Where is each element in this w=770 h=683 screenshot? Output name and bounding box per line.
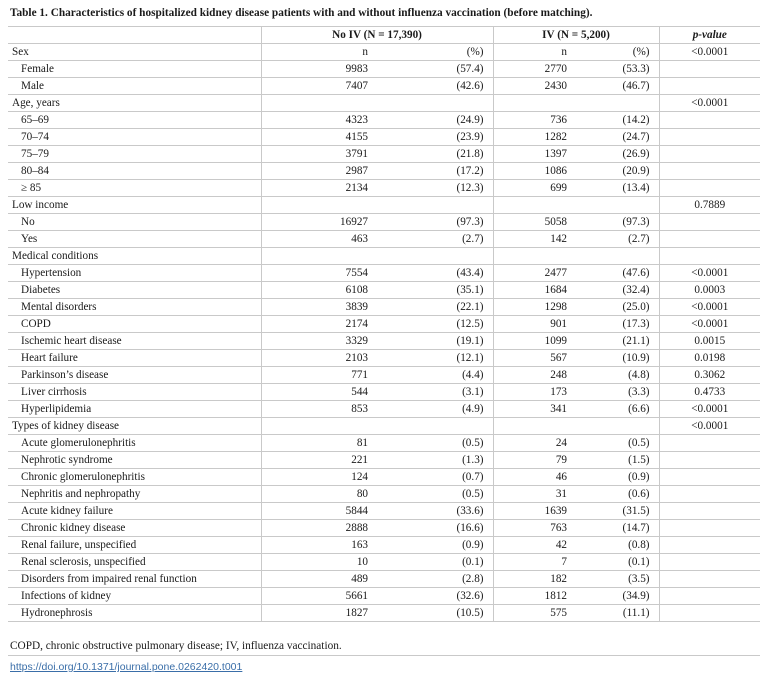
no-iv-count: 163 xyxy=(261,537,377,554)
row-label: Nephritis and nephropathy xyxy=(8,486,261,503)
p-value xyxy=(659,146,760,163)
no-iv-percent: (22.1) xyxy=(377,299,493,316)
no-iv-count: 16927 xyxy=(261,214,377,231)
row-label: 65–69 xyxy=(8,112,261,129)
header-p-value: p-value xyxy=(659,27,760,44)
table-row xyxy=(8,435,760,452)
no-iv-percent: (24.9) xyxy=(377,112,493,129)
row-label: Sex xyxy=(8,44,261,61)
no-iv-percent: (12.1) xyxy=(377,350,493,367)
iv-count: 1684 xyxy=(493,282,576,299)
iv-percent: (20.9) xyxy=(576,163,659,180)
no-iv-percent: (2.7) xyxy=(377,231,493,248)
table-body xyxy=(8,44,760,622)
iv-count: 5058 xyxy=(493,214,576,231)
no-iv-count: 489 xyxy=(261,571,377,588)
row-label: 70–74 xyxy=(8,129,261,146)
no-iv-count: 544 xyxy=(261,384,377,401)
no-iv-count: 124 xyxy=(261,469,377,486)
no-iv-percent: (12.3) xyxy=(377,180,493,197)
table-row xyxy=(8,282,760,299)
no-iv-percent xyxy=(377,418,493,435)
iv-count: 901 xyxy=(493,316,576,333)
no-iv-count: 463 xyxy=(261,231,377,248)
row-label: ≥ 85 xyxy=(8,180,261,197)
table-row xyxy=(8,78,760,95)
p-value: 0.4733 xyxy=(659,384,760,401)
iv-count xyxy=(493,418,576,435)
no-iv-percent: (1.3) xyxy=(377,452,493,469)
no-iv-count: 5661 xyxy=(261,588,377,605)
p-value xyxy=(659,163,760,180)
no-iv-count: 221 xyxy=(261,452,377,469)
p-value xyxy=(659,469,760,486)
p-value xyxy=(659,435,760,452)
table-row xyxy=(8,61,760,78)
row-label: Parkinson’s disease xyxy=(8,367,261,384)
no-iv-count: 2174 xyxy=(261,316,377,333)
table-row xyxy=(8,44,760,61)
p-value xyxy=(659,78,760,95)
table-row xyxy=(8,146,760,163)
p-value: <0.0001 xyxy=(659,95,760,112)
table-row xyxy=(8,588,760,605)
no-iv-count: 2987 xyxy=(261,163,377,180)
iv-count: 42 xyxy=(493,537,576,554)
header-iv: IV (N = 5,200) xyxy=(493,27,659,44)
row-label: Renal sclerosis, unspecified xyxy=(8,554,261,571)
table-row xyxy=(8,486,760,503)
row-label: Mental disorders xyxy=(8,299,261,316)
p-value xyxy=(659,129,760,146)
iv-percent: (0.5) xyxy=(576,435,659,452)
row-label: Chronic glomerulonephritis xyxy=(8,469,261,486)
iv-percent: (10.9) xyxy=(576,350,659,367)
no-iv-count: 3839 xyxy=(261,299,377,316)
no-iv-count: 6108 xyxy=(261,282,377,299)
no-iv-percent: (12.5) xyxy=(377,316,493,333)
table-row xyxy=(8,214,760,231)
p-value xyxy=(659,571,760,588)
iv-percent: (34.9) xyxy=(576,588,659,605)
iv-count: 2430 xyxy=(493,78,576,95)
no-iv-count: 853 xyxy=(261,401,377,418)
p-value: <0.0001 xyxy=(659,316,760,333)
p-value: <0.0001 xyxy=(659,44,760,61)
table-row xyxy=(8,384,760,401)
table-caption: Table 1. Characteristics of hospitalized kidney disease patients with and without influenza vaccination (before matching). xyxy=(10,7,593,19)
iv-count: 46 xyxy=(493,469,576,486)
no-iv-percent: (0.1) xyxy=(377,554,493,571)
table-row xyxy=(8,401,760,418)
p-value xyxy=(659,588,760,605)
no-iv-percent: (16.6) xyxy=(377,520,493,537)
iv-percent: (53.3) xyxy=(576,61,659,78)
row-label: Ischemic heart disease xyxy=(8,333,261,350)
no-iv-count: 9983 xyxy=(261,61,377,78)
iv-percent: (%) xyxy=(576,44,659,61)
iv-count: 341 xyxy=(493,401,576,418)
header-no-iv: No IV (N = 17,390) xyxy=(261,27,493,44)
table-row xyxy=(8,571,760,588)
iv-count: 24 xyxy=(493,435,576,452)
no-iv-percent: (97.3) xyxy=(377,214,493,231)
p-value xyxy=(659,112,760,129)
table-row xyxy=(8,605,760,622)
no-iv-count: 3329 xyxy=(261,333,377,350)
iv-count: 736 xyxy=(493,112,576,129)
table-row xyxy=(8,367,760,384)
iv-percent: (0.1) xyxy=(576,554,659,571)
row-label: Infections of kidney xyxy=(8,588,261,605)
table-row xyxy=(8,503,760,520)
table-row xyxy=(8,299,760,316)
no-iv-count: 1827 xyxy=(261,605,377,622)
no-iv-count: 7407 xyxy=(261,78,377,95)
row-label: Chronic kidney disease xyxy=(8,520,261,537)
p-value: <0.0001 xyxy=(659,418,760,435)
iv-count: 142 xyxy=(493,231,576,248)
row-label: 80–84 xyxy=(8,163,261,180)
doi-link[interactable]: https://doi.org/10.1371/journal.pone.0262420.t001 xyxy=(10,661,243,673)
iv-percent: (2.7) xyxy=(576,231,659,248)
row-label: Renal failure, unspecified xyxy=(8,537,261,554)
no-iv-percent: (0.5) xyxy=(377,435,493,452)
iv-percent: (24.7) xyxy=(576,129,659,146)
no-iv-percent: (10.5) xyxy=(377,605,493,622)
table-row xyxy=(8,112,760,129)
no-iv-count: 4155 xyxy=(261,129,377,146)
p-value: 0.7889 xyxy=(659,197,760,214)
row-label: Heart failure xyxy=(8,350,261,367)
iv-percent: (46.7) xyxy=(576,78,659,95)
no-iv-count: 7554 xyxy=(261,265,377,282)
iv-count: 248 xyxy=(493,367,576,384)
p-value xyxy=(659,231,760,248)
table-row xyxy=(8,163,760,180)
iv-percent xyxy=(576,248,659,265)
iv-count: 763 xyxy=(493,520,576,537)
no-iv-percent: (23.9) xyxy=(377,129,493,146)
table-row xyxy=(8,418,760,435)
no-iv-count xyxy=(261,95,377,112)
iv-percent: (4.8) xyxy=(576,367,659,384)
p-value: <0.0001 xyxy=(659,401,760,418)
row-label: Acute glomerulonephritis xyxy=(8,435,261,452)
iv-percent: (3.3) xyxy=(576,384,659,401)
no-iv-percent: (3.1) xyxy=(377,384,493,401)
iv-count: 1298 xyxy=(493,299,576,316)
p-value: 0.0198 xyxy=(659,350,760,367)
row-label: Low income xyxy=(8,197,261,214)
iv-percent xyxy=(576,197,659,214)
p-value xyxy=(659,248,760,265)
no-iv-percent: (19.1) xyxy=(377,333,493,350)
iv-percent: (47.6) xyxy=(576,265,659,282)
row-label: Hydronephrosis xyxy=(8,605,261,622)
iv-percent: (32.4) xyxy=(576,282,659,299)
no-iv-percent xyxy=(377,95,493,112)
iv-percent: (6.6) xyxy=(576,401,659,418)
no-iv-percent: (57.4) xyxy=(377,61,493,78)
iv-count: 182 xyxy=(493,571,576,588)
no-iv-percent: (4.4) xyxy=(377,367,493,384)
iv-percent: (21.1) xyxy=(576,333,659,350)
no-iv-count xyxy=(261,248,377,265)
no-iv-count: 771 xyxy=(261,367,377,384)
iv-percent xyxy=(576,95,659,112)
table-row xyxy=(8,333,760,350)
row-label: Acute kidney failure xyxy=(8,503,261,520)
iv-count: 2477 xyxy=(493,265,576,282)
iv-percent: (0.9) xyxy=(576,469,659,486)
iv-count: 1397 xyxy=(493,146,576,163)
p-value: 0.3062 xyxy=(659,367,760,384)
row-label: Female xyxy=(8,61,261,78)
no-iv-percent xyxy=(377,197,493,214)
p-value xyxy=(659,605,760,622)
row-label: Male xyxy=(8,78,261,95)
table-footnote: COPD, chronic obstructive pulmonary disease; IV, influenza vaccination. xyxy=(10,640,342,652)
p-value xyxy=(659,520,760,537)
iv-count: 79 xyxy=(493,452,576,469)
iv-count xyxy=(493,197,576,214)
table-row xyxy=(8,180,760,197)
iv-percent: (13.4) xyxy=(576,180,659,197)
iv-count: 1099 xyxy=(493,333,576,350)
table-header-row xyxy=(8,27,760,44)
p-value: 0.0003 xyxy=(659,282,760,299)
row-label: Medical conditions xyxy=(8,248,261,265)
no-iv-percent: (0.5) xyxy=(377,486,493,503)
iv-percent: (0.6) xyxy=(576,486,659,503)
no-iv-percent xyxy=(377,248,493,265)
p-value: 0.0015 xyxy=(659,333,760,350)
iv-count: 31 xyxy=(493,486,576,503)
iv-percent xyxy=(576,418,659,435)
iv-percent: (31.5) xyxy=(576,503,659,520)
no-iv-count: 3791 xyxy=(261,146,377,163)
table-row xyxy=(8,537,760,554)
no-iv-count: 81 xyxy=(261,435,377,452)
iv-percent: (25.0) xyxy=(576,299,659,316)
no-iv-count: 2103 xyxy=(261,350,377,367)
row-label: COPD xyxy=(8,316,261,333)
iv-count: 567 xyxy=(493,350,576,367)
table-row xyxy=(8,520,760,537)
no-iv-count: 10 xyxy=(261,554,377,571)
iv-percent: (1.5) xyxy=(576,452,659,469)
iv-count: 1812 xyxy=(493,588,576,605)
no-iv-percent: (32.6) xyxy=(377,588,493,605)
row-label: Diabetes xyxy=(8,282,261,299)
row-label: Hyperlipidemia xyxy=(8,401,261,418)
table-row xyxy=(8,554,760,571)
no-iv-count: 5844 xyxy=(261,503,377,520)
table-row xyxy=(8,95,760,112)
p-value: <0.0001 xyxy=(659,299,760,316)
no-iv-percent: (0.7) xyxy=(377,469,493,486)
characteristics-table xyxy=(8,26,760,622)
row-label: Disorders from impaired renal function xyxy=(8,571,261,588)
no-iv-count: 2134 xyxy=(261,180,377,197)
table-row xyxy=(8,469,760,486)
iv-percent: (14.7) xyxy=(576,520,659,537)
no-iv-count xyxy=(261,197,377,214)
iv-count: 1639 xyxy=(493,503,576,520)
p-value xyxy=(659,554,760,571)
no-iv-percent: (35.1) xyxy=(377,282,493,299)
iv-count: 7 xyxy=(493,554,576,571)
table-row xyxy=(8,129,760,146)
table-row xyxy=(8,231,760,248)
no-iv-count: 2888 xyxy=(261,520,377,537)
iv-percent: (11.1) xyxy=(576,605,659,622)
iv-count: 1282 xyxy=(493,129,576,146)
table-row xyxy=(8,316,760,333)
iv-count: 575 xyxy=(493,605,576,622)
no-iv-percent: (0.9) xyxy=(377,537,493,554)
iv-percent: (0.8) xyxy=(576,537,659,554)
p-value xyxy=(659,452,760,469)
row-label: Hypertension xyxy=(8,265,261,282)
no-iv-count: n xyxy=(261,44,377,61)
iv-percent: (97.3) xyxy=(576,214,659,231)
p-value xyxy=(659,180,760,197)
row-label: Yes xyxy=(8,231,261,248)
row-label: 75–79 xyxy=(8,146,261,163)
row-label: Nephrotic syndrome xyxy=(8,452,261,469)
p-value: <0.0001 xyxy=(659,265,760,282)
table-row xyxy=(8,265,760,282)
table-row xyxy=(8,452,760,469)
row-label: Age, years xyxy=(8,95,261,112)
iv-count: 2770 xyxy=(493,61,576,78)
iv-count: n xyxy=(493,44,576,61)
no-iv-percent: (43.4) xyxy=(377,265,493,282)
row-label: No xyxy=(8,214,261,231)
iv-count xyxy=(493,95,576,112)
no-iv-percent: (4.9) xyxy=(377,401,493,418)
no-iv-count: 80 xyxy=(261,486,377,503)
p-value xyxy=(659,486,760,503)
no-iv-percent: (%) xyxy=(377,44,493,61)
no-iv-count: 4323 xyxy=(261,112,377,129)
iv-count xyxy=(493,248,576,265)
table-row xyxy=(8,350,760,367)
iv-percent: (17.3) xyxy=(576,316,659,333)
table-row xyxy=(8,248,760,265)
p-value xyxy=(659,537,760,554)
no-iv-count xyxy=(261,418,377,435)
no-iv-percent: (21.8) xyxy=(377,146,493,163)
table-row xyxy=(8,197,760,214)
header-variable-cell xyxy=(8,27,261,44)
iv-percent: (14.2) xyxy=(576,112,659,129)
no-iv-percent: (42.6) xyxy=(377,78,493,95)
p-value xyxy=(659,214,760,231)
p-value xyxy=(659,61,760,78)
iv-count: 173 xyxy=(493,384,576,401)
no-iv-percent: (2.8) xyxy=(377,571,493,588)
iv-percent: (26.9) xyxy=(576,146,659,163)
no-iv-percent: (33.6) xyxy=(377,503,493,520)
no-iv-percent: (17.2) xyxy=(377,163,493,180)
row-label: Liver cirrhosis xyxy=(8,384,261,401)
iv-percent: (3.5) xyxy=(576,571,659,588)
p-value xyxy=(659,503,760,520)
footer-divider xyxy=(8,655,760,656)
row-label: Types of kidney disease xyxy=(8,418,261,435)
iv-count: 699 xyxy=(493,180,576,197)
iv-count: 1086 xyxy=(493,163,576,180)
